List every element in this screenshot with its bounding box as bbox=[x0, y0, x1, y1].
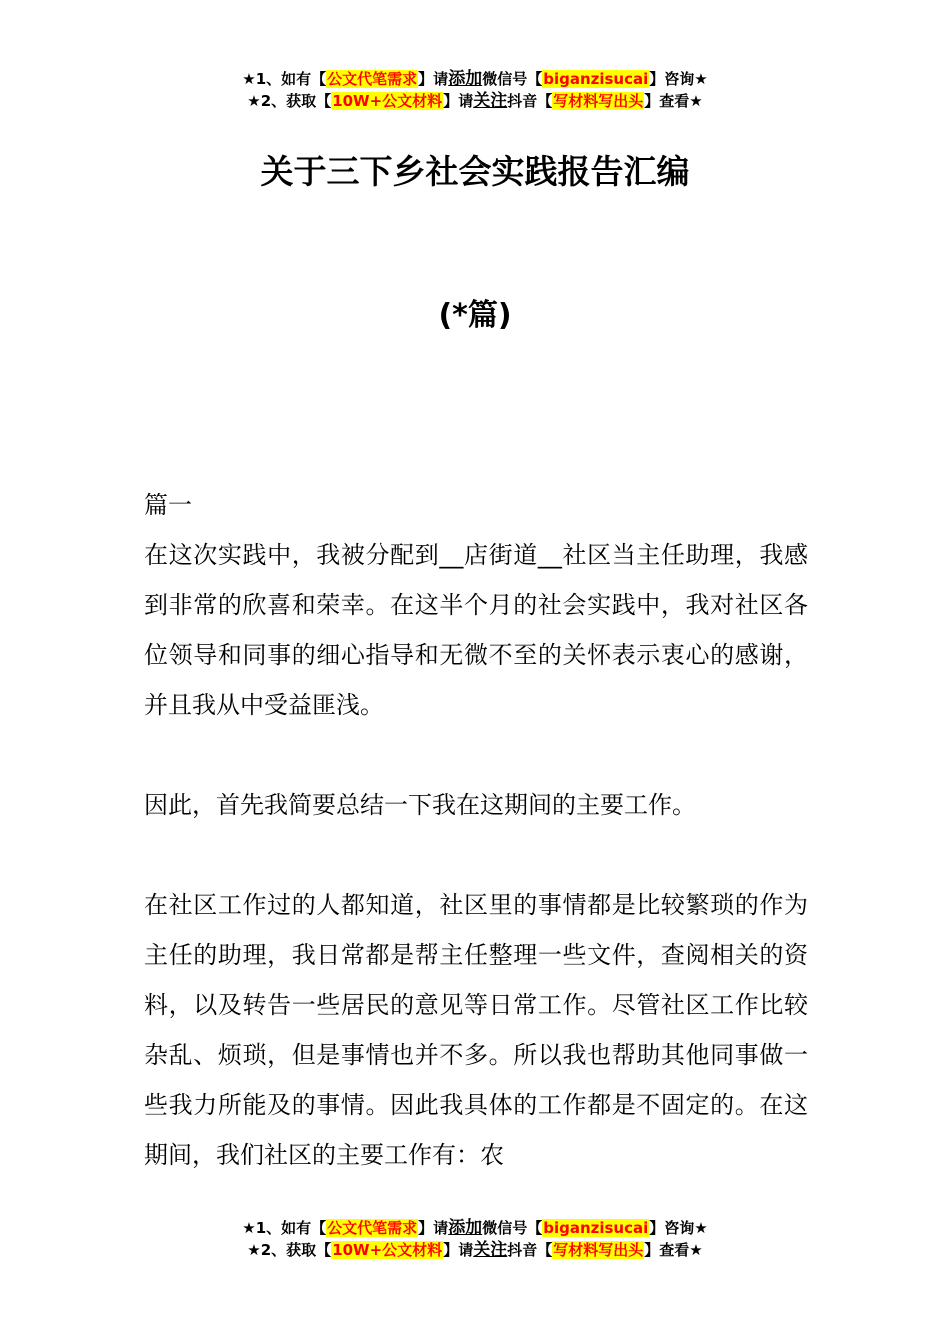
paragraph: 在这次实践中，我被分配到__店街道__社区当主任助理，我感到非常的欣喜和荣幸。在这半个月的社会实践中，我对社区各位领导和同事的细心指导和无微不至的关怀表示衷心的感谢，并且我从中受益匪浅。 bbox=[144, 541, 808, 719]
banner-line-1 bbox=[0, 68, 950, 90]
banner-text: 】请 bbox=[418, 1219, 449, 1237]
banner-text: 】咨询★ bbox=[649, 1219, 708, 1237]
paragraph: 在社区工作过的人都知道，社区里的事情都是比较繁琐的作为主任的助理，我日常都是帮主任整理一些文件，查阅相关的资料，以及转告一些居民的意见等日常工作。尽管社区工作比较杂乱、烦琐，但是事情也并不多。所以我也帮助其他同事做一些我力所能及的事情。因此我具体的工作都是不固定的。在这期间，我们社区的主要工作有：农 bbox=[144, 891, 808, 1169]
banner-highlight: 写材料写出头 bbox=[553, 92, 644, 110]
banner-text: 】咨询★ bbox=[649, 70, 708, 88]
banner-text: 】请 bbox=[443, 92, 474, 110]
banner-text: ★1、如有【 bbox=[242, 1219, 327, 1237]
banner-highlight: biganzisucai bbox=[543, 70, 649, 88]
banner-line-2 bbox=[0, 1239, 950, 1261]
banner-highlight: 写材料写出头 bbox=[553, 1241, 644, 1259]
banner-underlined: 关注 bbox=[473, 91, 508, 111]
banner-highlight: 10W+公文材料 bbox=[332, 1241, 443, 1259]
banner-underlined: 关注 bbox=[473, 1240, 508, 1260]
footer-banner bbox=[0, 1217, 950, 1261]
banner-text: 微信号【 bbox=[482, 1219, 543, 1237]
header-banner bbox=[0, 68, 950, 112]
banner-text: 抖音【 bbox=[507, 92, 553, 110]
document-title: 关于三下乡社会实践报告汇编 bbox=[260, 152, 690, 191]
banner-underlined: 添加 bbox=[448, 69, 483, 89]
banner-line-2 bbox=[0, 90, 950, 112]
banner-highlight: 10W+公文材料 bbox=[332, 92, 443, 110]
banner-text: 微信号【 bbox=[482, 70, 543, 88]
banner-highlight: biganzisucai bbox=[543, 1219, 649, 1237]
document-subtitle: (*篇) bbox=[438, 298, 512, 333]
banner-text: ★2、获取【 bbox=[247, 92, 332, 110]
banner-highlight: 公文代笔需求 bbox=[327, 1219, 418, 1237]
banner-underlined: 添加 bbox=[448, 1218, 483, 1238]
banner-text: 】请 bbox=[443, 1241, 474, 1259]
banner-line-1 bbox=[0, 1217, 950, 1239]
banner-text: 】查看★ bbox=[644, 92, 703, 110]
banner-text: 抖音【 bbox=[507, 1241, 553, 1259]
document-body bbox=[144, 480, 808, 1180]
banner-text: 】查看★ bbox=[644, 1241, 703, 1259]
banner-highlight: 公文代笔需求 bbox=[327, 70, 418, 88]
banner-text: ★1、如有【 bbox=[242, 70, 327, 88]
banner-text: ★2、获取【 bbox=[247, 1241, 332, 1259]
banner-text: 】请 bbox=[418, 70, 449, 88]
section-label: 篇一 bbox=[144, 491, 192, 519]
paragraph: 因此，首先我简要总结一下我在这期间的主要工作。 bbox=[144, 791, 696, 819]
